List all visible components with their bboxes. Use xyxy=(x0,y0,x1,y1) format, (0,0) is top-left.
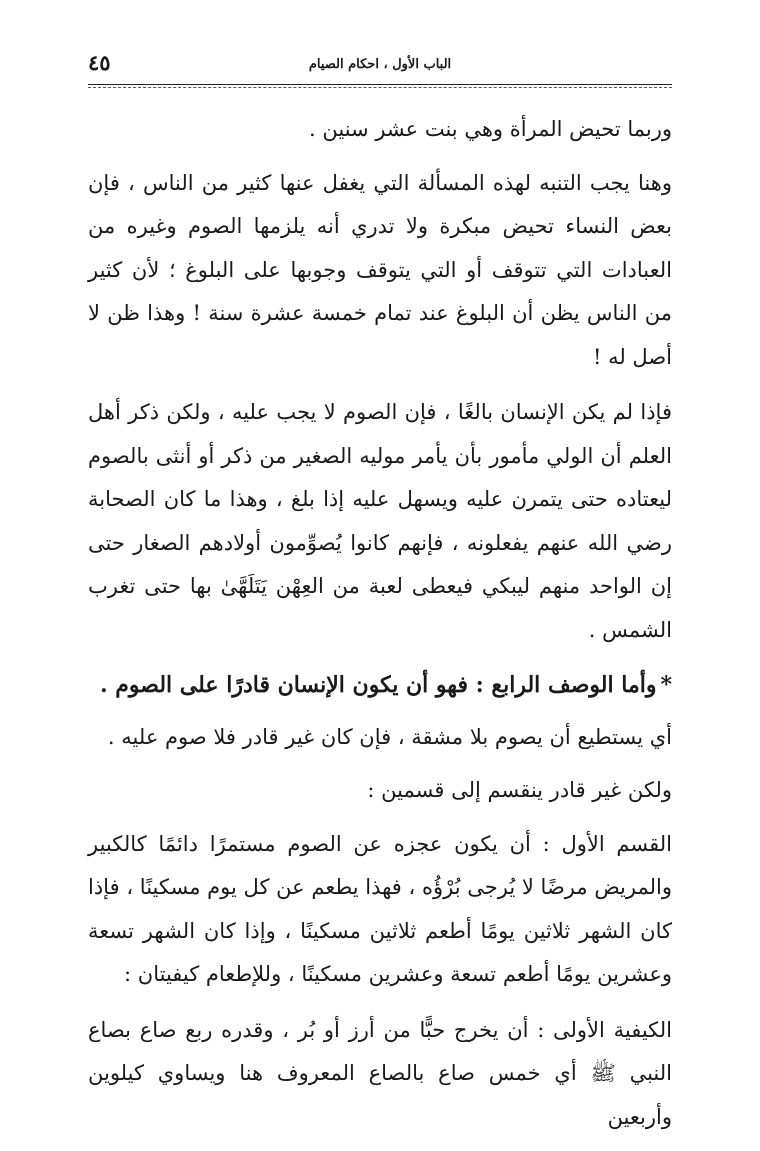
paragraph: الكيفية الأولى : أن يخرج حبًّا من أرز أو بُر ، وقدره ربع صاع بصاع النبي ﷺ أي خمس صاع بالصاع المعروف هنا ويساوي كيلوين وأربعين xyxy=(88,1017,672,1129)
header-rule xyxy=(88,84,672,85)
page-body xyxy=(88,108,672,1151)
paragraph: ولكن غير قادر ينقسم إلى قسمين : xyxy=(367,778,672,802)
paragraph: أي يستطيع أن يصوم بلا مشقة ، فإن كان غير قادر فلا صوم عليه . xyxy=(107,724,672,749)
star-marker: * xyxy=(660,672,672,698)
page-header xyxy=(88,48,672,82)
section-heading xyxy=(88,664,672,708)
paragraph: فإذا لم يكن الإنسان بالغًا ، فإن الصوم لا يجب عليه ، ولكن ذكر أهل العلم أن الولي مأمور بأن يأمر موليه الصغير من ذكر أو أنثى بالصوم ليعتاده حتى يتمرن عليه ويسهل عليه إذا بلغ ، وهذا ما كان الصحابة رضي الله عنهم يفعلونه ، فإنهم كانوا يُصوِّمون أولادهم الصغار حتى إن الواحد منهم ليبكي فيعطى لعبة من العِهْن يَتَلَهَّىٰ بها حتى تغرب الشمس . xyxy=(88,400,672,642)
running-title: الباب الأول ، احكام الصيام xyxy=(308,57,452,72)
header-rule-dashed xyxy=(88,87,672,88)
page-number: ٤٥ xyxy=(88,50,111,75)
section-heading-text: وأما الوصف الرابع : فهو أن يكون الإنسان قادرًا على الصوم . xyxy=(99,672,657,698)
paragraph: وربما تحيض المرأة وهي بنت عشر سنين . xyxy=(309,117,672,141)
paragraph: القسم الأول : أن يكون عجزه عن الصوم مستمرًا دائمًا كالكبير والمريض مرضًا لا يُرجى بُرْؤُه ، فهذا يطعم عن كل يوم مسكينًا ، فإذا كان الشهر ثلاثين يومًا أطعم ثلاثين مسكينًا ، وإذا كان الشهر تسعة وعشرين يومًا أطعم تسعة وعشرين مسكينًا ، وللإطعام كيفيتان : xyxy=(88,831,672,986)
paragraph: وهنا يجب التنبه لهذه المسألة التي يغفل عنها كثير من الناس ، فإن بعض النساء تحيض مبكرة ولا تدري أنه يلزمها الصوم وغيره من العبادات التي تتوقف أو التي يتوقف وجوبها على البلوغ ؛ لأن كثير من الناس يظن أن البلوغ عند تمام خمسة عشرة سنة ! وهذا ظن لا أصل له ! xyxy=(88,170,672,369)
